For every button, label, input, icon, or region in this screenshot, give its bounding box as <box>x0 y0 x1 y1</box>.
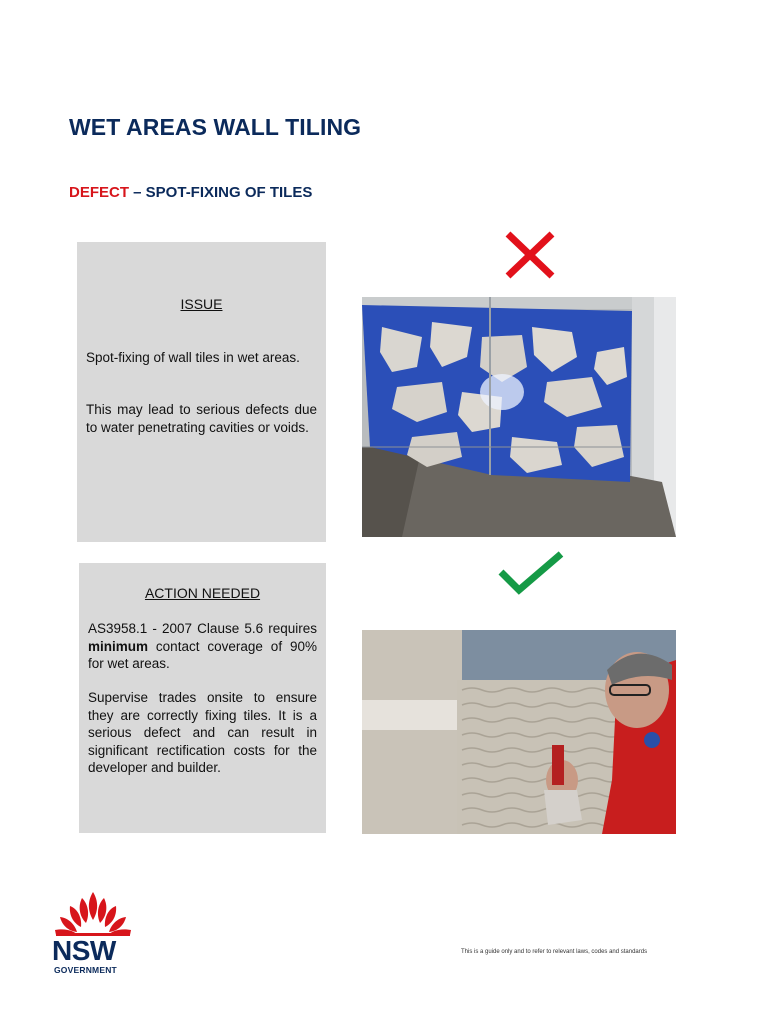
footer-disclaimer: This is a guide only and to refer to relevant laws, codes and standards <box>461 949 648 955</box>
action-text-before: AS3958.1 - 2007 Clause 5.6 requires <box>88 621 317 636</box>
defect-description: – SPOT-FIXING OF TILES <box>129 184 313 201</box>
action-text-after: contact coverage of 90% for wet areas. <box>88 638 317 671</box>
action-panel <box>79 563 326 833</box>
check-icon <box>497 550 565 598</box>
action-heading: ACTION NEEDED <box>144 585 261 601</box>
correct-fixing-photo <box>362 630 676 834</box>
issue-paragraph-2: This may lead to serious defects due to water penetrating cavities or voids. <box>86 402 317 435</box>
issue-panel <box>77 242 326 542</box>
action-paragraph-1 <box>88 620 317 673</box>
issue-heading: ISSUE <box>180 296 223 312</box>
logo-government-text: GOVERNMENT <box>54 965 117 975</box>
logo-nsw-text: NSW <box>52 935 116 966</box>
issue-paragraph-1: Spot-fixing of wall tiles in wet areas. <box>86 350 300 365</box>
action-paragraph-2: Supervise trades onsite to ensure they are correctly fixing tiles. It is a serious defect and can result in significant rectification costs for the developer and builder. <box>88 690 317 775</box>
defect-label: DEFECT <box>69 184 129 201</box>
page-title: WET AREAS WALL TILING <box>69 114 362 140</box>
action-text-bold: minimum <box>88 638 149 654</box>
cross-icon <box>503 230 557 280</box>
page-subtitle <box>69 184 312 201</box>
spot-fixing-photo <box>362 297 676 537</box>
